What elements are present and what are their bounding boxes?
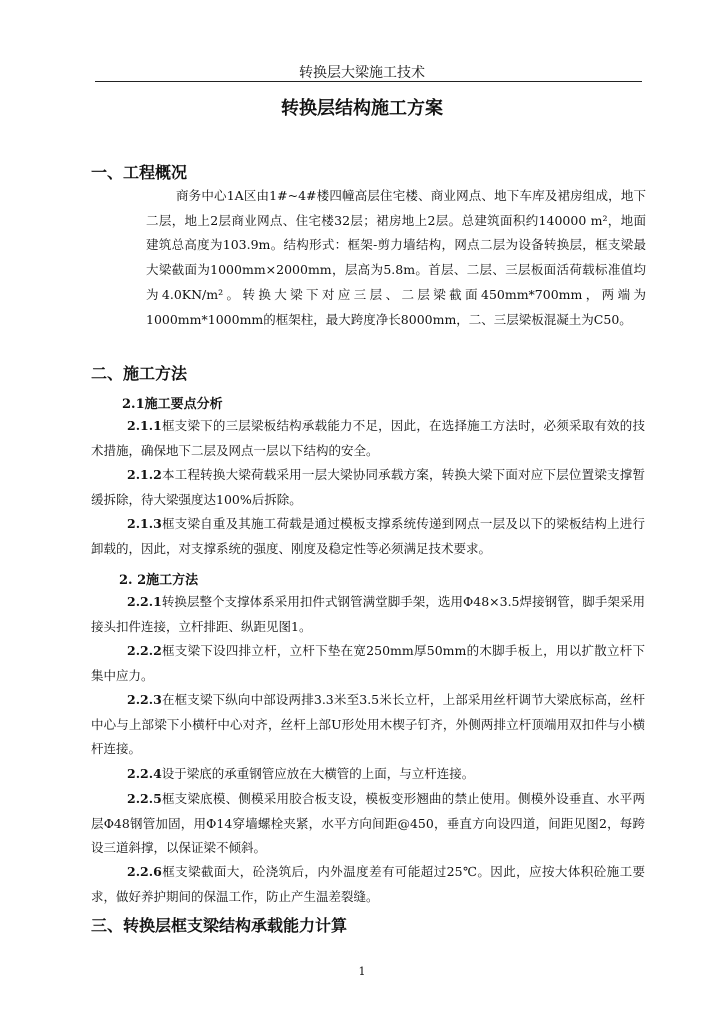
clause-number: 2.2.3: [127, 692, 162, 707]
header-divider: [95, 81, 642, 82]
section-heading-methods: 二、施工方法: [91, 364, 188, 383]
section-heading-calculation: 三、转换层框支梁结构承载能力计算: [91, 916, 348, 935]
clause-number: 2.2.5: [127, 791, 162, 806]
clause-text: 设于梁底的承重钢管应放在大横管的上面，与立杆连接。: [161, 766, 475, 781]
section-heading-overview: 一、工程概况: [91, 163, 188, 182]
clause-text: 框支梁自重及其施工荷载是通过模板支撑系统传递到网点一层及以下的梁板结构上进行卸载的，因此，对支撑系统的强度、刚度及稳定性等必须满足技术要求。: [91, 516, 645, 556]
running-header: 转换层大梁施工技术: [299, 65, 425, 81]
subsection-heading-2-1: 2.1施工要点分析: [122, 397, 223, 412]
paragraph-2-1-1: [91, 414, 645, 463]
paragraph-2-2-4: [91, 762, 645, 787]
clause-text: 框支梁底模、侧模采用胶合板支设，模板变形翘曲的禁止使用。侧模外设垂直、水平两层Φ48钢管加固，用Φ14穿墙螺栓夹紧，水平方向间距@450，垂直方向设四道，间距见图2，每跨设三道斜撑，以保证梁不倾斜。: [91, 791, 645, 856]
clause-text: 本工程转换大梁荷载采用一层大梁协同承载方案，转换大梁下面对应下层位置梁支撑暂缓拆除，待大梁强度达100%后拆除。: [91, 467, 645, 507]
page-number: 1: [358, 965, 366, 978]
clause-number: 2.2.6: [127, 864, 162, 879]
document-title: 转换层结构施工方案: [281, 98, 443, 119]
clause-text: 框支梁截面大，砼浇筑后，内外温度差有可能超过25℃。因此，应按大体积砼施工要求，做好养护期间的保温工作，防止产生温差裂缝。: [91, 864, 645, 904]
clause-text: 框支梁下的三层梁板结构承载能力不足，因此，在选择施工方法时，必须采取有效的技术措施，确保地下二层及网点一层以下结构的安全。: [91, 418, 645, 458]
paragraph-2-2-5: [91, 787, 645, 861]
clause-number: 2.2.2: [127, 643, 162, 658]
clause-text: 转换层整个支撑体系采用扣件式钢管满堂脚手架，选用Φ48×3.5焊接钢管，脚手架采用接头扣件连接，立杆排距、纵距见图1。: [91, 594, 645, 634]
paragraph-2-2-3: [91, 688, 645, 762]
paragraph-2-1-2: [91, 463, 645, 512]
clause-number: 2.1.2: [127, 467, 162, 482]
overview-paragraph: 商务中心1A区由1#~4#楼四幢高层住宅楼、商业网点、地下车库及裙房组成，地下二层，地上2层商业网点、住宅楼32层；裙房地上2层。总建筑面积约140000 m²，地面建筑总高度为103.9m。结构形式：框架-剪力墙结构，网点二层为设备转换层，框支梁最大梁截面为1000mm×2000mm，层高为5.8m。首层、二层、三层板面活荷载标准值均为4.0KN/m²。转换大梁下对应三层、二层梁截面450mm*700mm，两端为1000mm*1000mm的框架柱，最大跨度净长8000mm，二、三层梁板混凝土为C50。: [146, 188, 646, 327]
subsection-heading-2-2: 2. 2施工方法: [119, 573, 199, 588]
clause-number: 2.1.1: [127, 418, 162, 433]
paragraph-2-1-3: [91, 512, 645, 561]
paragraph-2-2-2: [91, 639, 645, 688]
clause-text: 框支梁下设四排立杆，立杆下垫在宽250mm厚50mm的木脚手板上，用以扩散立杆下集中应力。: [91, 643, 645, 683]
clause-number: 2.2.1: [127, 594, 162, 609]
clause-text: 在框支梁下纵向中部设两排3.3米至3.5米长立杆，上部采用丝杆调节大梁底标高，丝杆中心与上部梁下小横杆中心对齐，丝杆上部U形处用木楔子钉齐，外侧两排立杆顶端用双扣件与小横杆连接。: [91, 692, 645, 757]
paragraph-2-2-1: [91, 590, 645, 639]
clause-number: 2.2.4: [127, 766, 162, 781]
paragraph-2-2-6: [91, 860, 645, 909]
clause-number: 2.1.3: [127, 516, 162, 531]
